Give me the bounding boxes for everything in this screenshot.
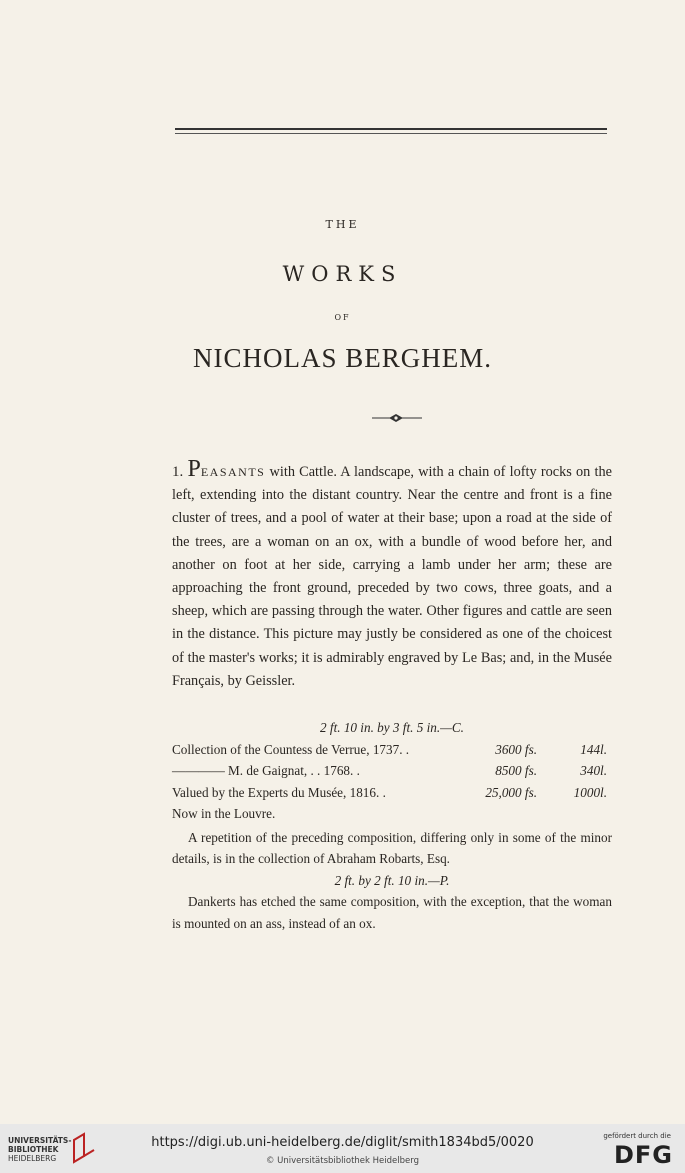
entry-title-rest: EASANTS (200, 465, 266, 479)
entry-number: 1. (172, 464, 184, 480)
location: Now in the Louvre. (172, 806, 276, 821)
dankerts-note: Dankerts has etched the same composition, with the exception, that the woman is mounted on an ass, instead of an ox. (172, 894, 612, 931)
footer-bar (0, 1124, 685, 1173)
heading-of: OF (334, 313, 351, 322)
library-logo[interactable]: UNIVERSITÄTS- BIBLIOTHEK HEIDELBERG (8, 1136, 72, 1163)
heading-works: WORKS (282, 262, 403, 286)
sale-row: Collection of the Countess de Verrue, 1737. . 3600 fs. 144l. (172, 741, 607, 757)
sale-row: Valued by the Experts du Musée, 1816. . 25,000 fs. 1000l. (172, 784, 607, 800)
repetition-dimensions: 2 ft. by 2 ft. 10 in.—P. (334, 872, 450, 888)
entry-details (172, 717, 612, 934)
copyright: © Universitätsbibliothek Heidelberg (265, 1156, 419, 1166)
top-rule (175, 128, 607, 130)
ornament-icon (372, 412, 422, 424)
repetition-note: A repetition of the preceding composition, differing only in some of the minor details, is in the collection of Abraham Robarts, Esq. (172, 829, 612, 866)
dfg-logo[interactable]: DFG (613, 1141, 673, 1169)
page-title: NICHOLAS BERGHEM. (192, 343, 492, 373)
entry-paragraph (172, 458, 612, 693)
sale-row: ———— M. de Gaignat, . . 1768. . 8500 fs. 340l. (172, 763, 607, 778)
top-rule-thin (175, 133, 607, 134)
permalink[interactable]: https://digi.ub.uni-heidelberg.de/diglit/smith1834bd5/0020 (151, 1135, 534, 1150)
dimensions: 2 ft. 10 in. by 3 ft. 5 in.—C. (320, 720, 464, 735)
dfg-label: gefördert durch die (603, 1132, 671, 1140)
drop-letter: P (187, 456, 201, 482)
entry-body: with Cattle. A landscape, with a chain of lofty rocks on the left, extending into the distant country. Near the centre and front is a fine cluster of trees, and a pool of water at their base; upon a road at the side of the trees, are a woman on an ox, with a bundle of wood before her, and another on foot at her side, carrying a lamb under her arm; these are approaching the front ground, preceded by two cows, three goats, and a sheep, which are passing through the water. Other figures and cattle are seen in the distance. This picture may justly be considered as one of the choicest of the master's works; it is admirably engraved by Le Bas; and, in the Musée Français, by Geissler. (172, 464, 613, 689)
heading-the: THE (325, 218, 360, 231)
